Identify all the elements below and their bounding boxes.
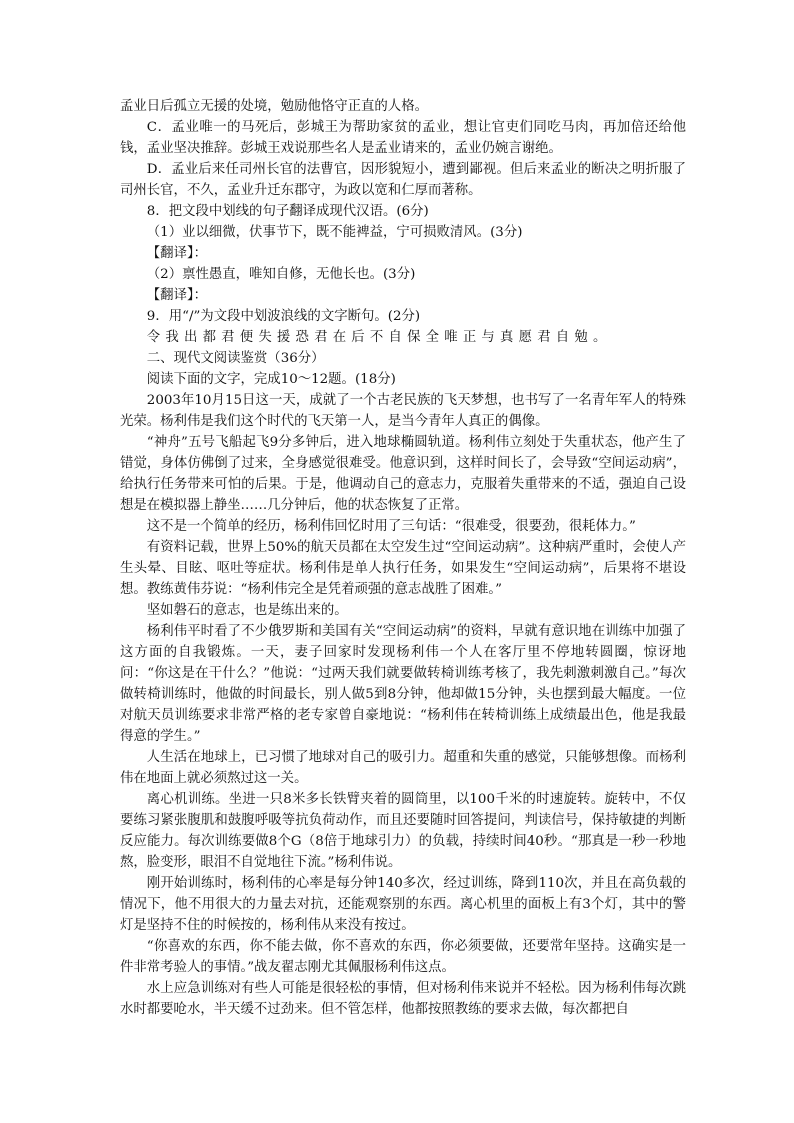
question-8-sentence-1: （1）业以细微，伏事节下，既不能裨益，宁可损败清风。(3分): [146, 225, 523, 240]
article-paragraph-11: 水上应急训练对有些人可能是很轻松的事情，但对杨利伟来说并不轻松。因为杨利伟每次跳水时都要呛水，半天缓不过劲来。但不管怎样，他都按照教练的要求去做，每次都把自: [120, 981, 686, 1017]
article-paragraph-3: 这不是一个简单的经历，杨利伟回忆时用了三句话：“很难受，很要劲，很耗体力。”: [146, 519, 636, 534]
paragraph-option-d: D．孟业后来任司州长官的法曹官，因形貌短小，遭到鄙视。但后来孟业的断决之明折服了司州长官，不久，孟业升迁东郡守，为政以宽和仁厚而著称。: [120, 162, 686, 198]
question-9-text: 令我出都君便失援恐君在后不自保全唯正与真愿君自勉。: [146, 330, 612, 345]
translation-label-2: 【翻译】：: [146, 288, 208, 303]
document-page: [120, 96, 686, 1020]
article-paragraph-5: 坚如磐石的意志，也是练出来的。: [146, 603, 348, 618]
article-paragraph-8: 离心机训练。坐进一只8米多长铁臂夹着的圆筒里，以100千米的时速旋转。旋转中，不仅要练习紧张腹肌和鼓腹呼吸等抗负荷动作，而且还要随时回答提问，判读信号，保持敏捷的判断反应能力。每次训练要做8个G（8倍于地球引力）的负载，持续时间40秒。“那真是一秒一秒地熬，脸变形，眼泪不自觉地往下流。”杨利伟说。: [120, 792, 686, 870]
article-paragraph-10: “你喜欢的东西，你不能去做，你不喜欢的东西，你必须要做，还要常年坚持。这确实是一件非常考验人的事情。”战友翟志刚尤其佩服杨利伟这点。: [120, 939, 686, 975]
paragraph-option-c: C．孟业唯一的马死后，彭城王为帮助家贫的孟业，想让官吏们同吃马肉，再加倍还给他钱，孟业坚决推辞。彭城王戏说那些名人是孟业请来的，孟业仍婉言谢绝。: [120, 120, 686, 156]
question-8-sentence-2: （2）禀性愚直，唯知自修，无他长也。(3分): [146, 267, 416, 282]
section-heading-modern-reading: 二、现代文阅读鉴赏（36分）: [146, 351, 325, 366]
article-paragraph-7: 人生活在地球上，已习惯了地球对自己的吸引力。超重和失重的感觉，只能够想像。而杨利伟在地面上就必须熬过这一关。: [120, 750, 686, 786]
paragraph-option-b-end: 孟业日后孤立无援的处境，勉励他恪守正直的人格。: [120, 99, 428, 114]
question-9: 9．用“/”为文段中划波浪线的文字断句。(2分): [146, 309, 421, 324]
article-paragraph-9: 刚开始训练时，杨利伟的心率是每分钟140多次，经过训练，降到110次，并且在高负载的情况下，他不用很大的力量去对抗，还能观察别的东西。离心机里的面板上有3个灯，其中的警灯是坚持不住的时候按的，杨利伟从来没有按过。: [120, 876, 686, 933]
article-paragraph-6: 杨利伟平时看了不少俄罗斯和美国有关“空间运动病”的资料，早就有意识地在训练中加强了这方面的自我锻炼。一天，妻子回家时发现杨利伟一个人在客厅里不停地转圆圈，惊讶地问：“你这是在干什么？”他说：“过两天我们就要做转椅训练考核了，我先刺激刺激自己。”每次做转椅训练时，他做的时间最长，别人做5到8分钟，他却做15分钟，头也摆到最大幅度。一位对航天员训练要求非常严格的老专家曾自豪地说：“杨利伟在转椅训练上成绩最出色，他是我最得意的学生。”: [120, 624, 686, 744]
reading-instructions: 阅读下面的文字，完成10～12题。(18分): [146, 372, 396, 387]
article-paragraph-1: 2003年10月15日这一天，成就了一个古老民族的飞天梦想，也书写了一名青年军人的特殊光荣。杨利伟是我们这个时代的飞天第一人，是当今青年人真正的偶像。: [120, 393, 686, 429]
translation-label-1: 【翻译】：: [146, 246, 208, 261]
question-8: 8．把文段中划线的句子翻译成现代汉语。(6分): [146, 204, 429, 219]
article-paragraph-4: 有资料记载，世界上50%的航天员都在太空发生过“空间运动病”。这种病严重时，会使人产生头晕、目眩、呕吐等症状。杨利伟是单人执行任务，如果发生“空间运动病”，后果将不堪设想。教练黄伟芬说：“杨利伟完全是凭着顽强的意志战胜了困难。”: [120, 540, 686, 597]
article-paragraph-2: “神舟”五号飞船起飞9分多钟后，进入地球椭圆轨道。杨利伟立刻处于失重状态，他产生了错觉，身体仿佛倒了过来，全身感觉很难受。他意识到，这样时间长了，会导致“空间运动病”，给执行任务带来可怕的后果。于是，他调动自己的意志力，克服着失重带来的不适，强迫自己设想是在模拟器上静坐……几分钟后，他的状态恢复了正常。: [120, 435, 686, 513]
